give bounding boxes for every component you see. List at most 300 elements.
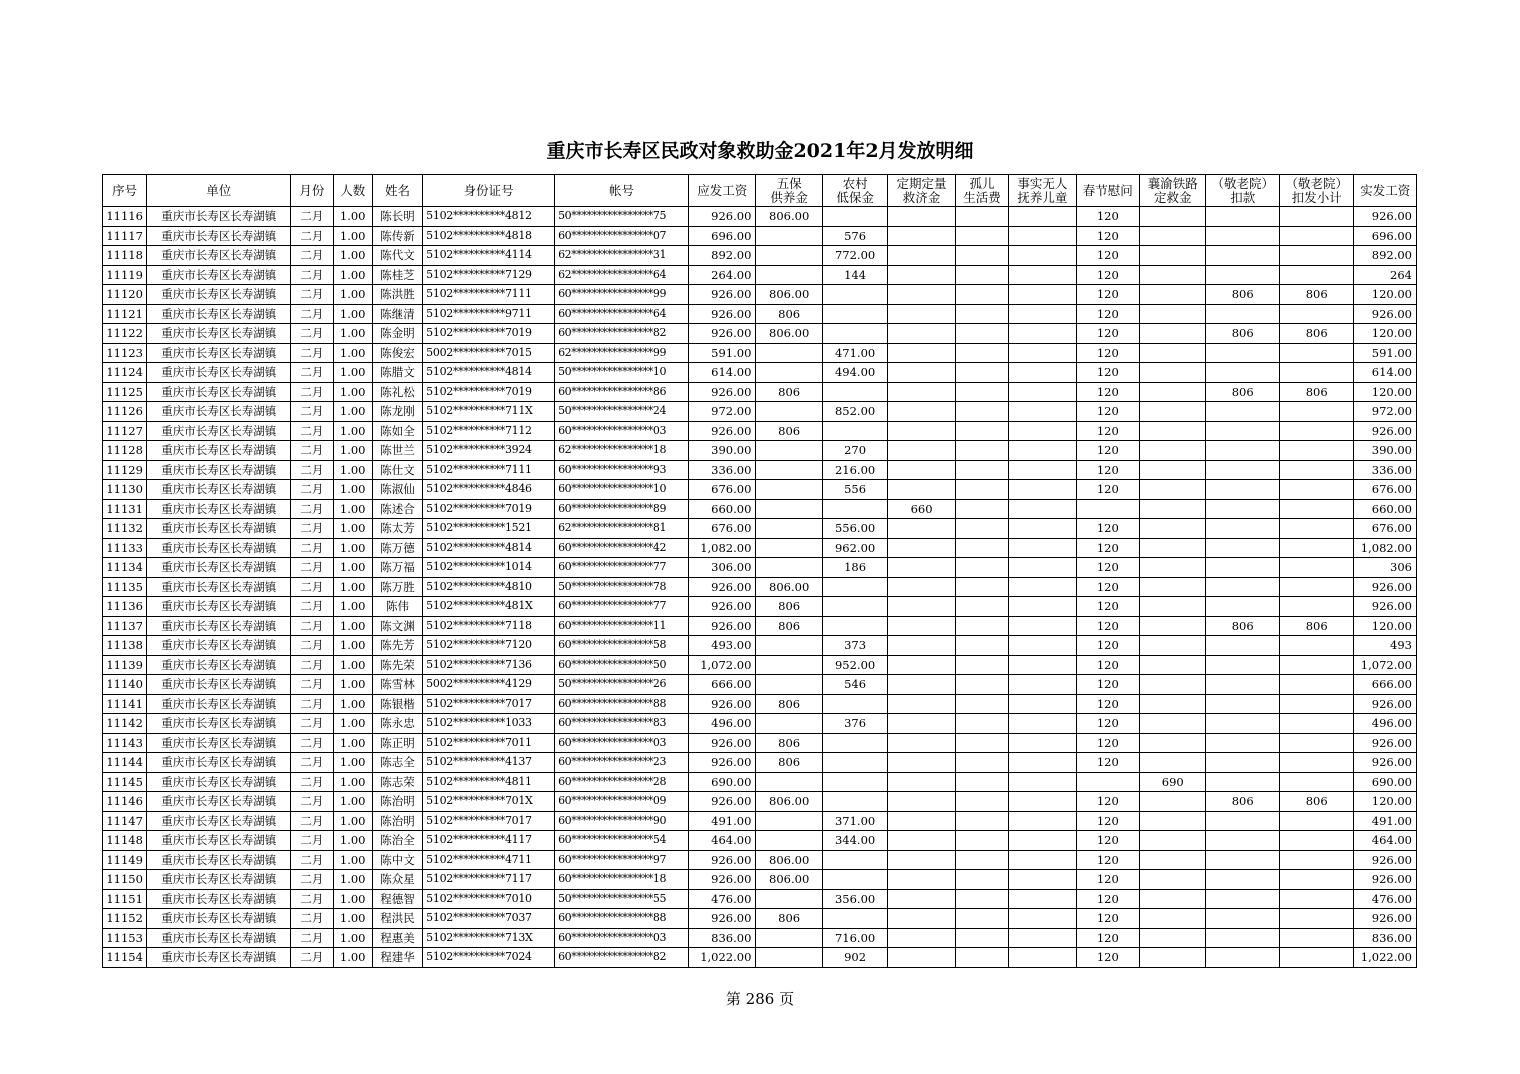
table-cell: 1,022.00 [1354,948,1417,968]
table-cell: 696.00 [688,226,755,246]
table-row [103,343,1417,363]
table-cell: 62****************64 [555,265,689,285]
table-cell [888,616,955,636]
table-row [103,928,1417,948]
table-cell: 926.00 [688,733,755,753]
table-cell: 120 [1076,207,1139,227]
table-cell: 5102**********7019 [423,382,555,402]
table-cell: 926.00 [688,850,755,870]
table-cell: 5102**********7011 [423,733,555,753]
table-cell: 926.00 [688,207,755,227]
table-cell [822,792,887,812]
table-cell: 1.00 [333,324,372,344]
table-cell: 11147 [103,811,147,831]
table-cell: 5102**********1014 [423,558,555,578]
table-cell: 5102**********711X [423,402,555,422]
table-cell [955,753,1008,773]
table-cell [1140,655,1206,675]
table-cell: 陈治明 [372,792,422,812]
table-cell: 二月 [291,421,333,441]
table-cell: 216.00 [822,460,887,480]
table-cell: 120 [1076,402,1139,422]
table-cell [955,772,1008,792]
table-cell [1206,811,1280,831]
table-cell: 676.00 [1354,480,1417,500]
column-header: 实发工资 [1354,175,1417,207]
table-cell: 120.00 [1354,382,1417,402]
table-cell: 926.00 [1354,207,1417,227]
table-cell [888,694,955,714]
column-header: 人数 [333,175,372,207]
table-cell: 11125 [103,382,147,402]
table-cell: 660.00 [1354,499,1417,519]
table-cell [1009,675,1076,695]
table-cell [888,733,955,753]
table-cell: 120 [1076,519,1139,539]
table-cell: 120 [1076,480,1139,500]
table-cell: 491.00 [1354,811,1417,831]
table-cell [1279,499,1354,519]
table-cell [756,811,822,831]
table-cell [1279,714,1354,734]
table-cell [888,870,955,890]
table-cell: 806 [1206,285,1280,305]
table-cell [888,421,955,441]
table-cell: 陈永忠 [372,714,422,734]
table-cell: 11132 [103,519,147,539]
table-cell: 重庆市长寿区长寿湖镇 [147,246,291,266]
table-cell: 952.00 [822,655,887,675]
table-cell: 892.00 [688,246,755,266]
table-cell [1140,850,1206,870]
table-cell: 重庆市长寿区长寿湖镇 [147,675,291,695]
table-cell [756,772,822,792]
table-cell [1206,831,1280,851]
table-cell: 5102**********7017 [423,811,555,831]
table-cell: 11124 [103,363,147,383]
table-cell: 972.00 [688,402,755,422]
table-cell: 陈万德 [372,538,422,558]
table-cell: 陈文渊 [372,616,422,636]
table-cell: 806 [1279,324,1354,344]
table-cell [888,343,955,363]
table-row [103,772,1417,792]
table-cell: 5102**********4711 [423,850,555,870]
table-cell: 11140 [103,675,147,695]
document-title: 重庆市长寿区民政对象救助金2021年2月发放明细 [546,140,974,162]
table-row [103,616,1417,636]
table-cell: 重庆市长寿区长寿湖镇 [147,811,291,831]
table-cell: 806 [1279,792,1354,812]
table-cell: 806 [756,382,822,402]
table-cell [1279,733,1354,753]
table-row [103,694,1417,714]
table-cell: 5102**********3924 [423,441,555,461]
table-cell [888,441,955,461]
table-cell: 程惠美 [372,928,422,948]
table-cell [1279,694,1354,714]
table-cell: 806 [1206,792,1280,812]
table-cell [955,441,1008,461]
table-cell: 11142 [103,714,147,734]
table-cell: 120 [1076,558,1139,578]
table-cell: 306.00 [688,558,755,578]
table-cell [1140,304,1206,324]
table-cell: 926.00 [1354,577,1417,597]
table-cell: 120 [1076,616,1139,636]
table-cell: 重庆市长寿区长寿湖镇 [147,577,291,597]
table-cell: 11138 [103,636,147,656]
table-cell: 1.00 [333,831,372,851]
table-cell: 程洪民 [372,909,422,929]
table-cell [1009,246,1076,266]
table-cell [955,480,1008,500]
table-cell: 926.00 [1354,304,1417,324]
table-cell: 60****************90 [555,811,689,831]
table-cell [955,265,1008,285]
table-cell: 重庆市长寿区长寿湖镇 [147,753,291,773]
table-cell [955,616,1008,636]
table-cell: 806.00 [756,324,822,344]
table-cell [756,246,822,266]
table-cell [955,714,1008,734]
table-cell: 5102**********7019 [423,324,555,344]
table-cell [1009,831,1076,851]
table-cell: 5102**********4846 [423,480,555,500]
table-row [103,480,1417,500]
table-cell: 11137 [103,616,147,636]
table-cell [1279,519,1354,539]
table-cell [1279,246,1354,266]
table-cell: 陈继清 [372,304,422,324]
table-cell: 676.00 [688,480,755,500]
table-cell: 496.00 [688,714,755,734]
table-cell: 重庆市长寿区长寿湖镇 [147,441,291,461]
table-cell: 716.00 [822,928,887,948]
table-cell: 陈桂芝 [372,265,422,285]
table-cell [1279,421,1354,441]
table-cell: 120 [1076,733,1139,753]
table-cell: 120 [1076,714,1139,734]
table-cell [955,636,1008,656]
table-cell: 陈治明 [372,811,422,831]
table-cell [1279,577,1354,597]
table-cell [1009,519,1076,539]
table-cell [888,246,955,266]
table-cell: 重庆市长寿区长寿湖镇 [147,714,291,734]
table-cell: 120 [1076,928,1139,948]
table-cell: 重庆市长寿区长寿湖镇 [147,421,291,441]
table-cell: 重庆市长寿区长寿湖镇 [147,558,291,578]
table-cell: 陈传新 [372,226,422,246]
table-cell [1140,538,1206,558]
table-cell: 926.00 [688,792,755,812]
table-cell: 926.00 [688,870,755,890]
table-cell: 二月 [291,343,333,363]
table-cell: 重庆市长寿区长寿湖镇 [147,382,291,402]
table-cell: 50****************78 [555,577,689,597]
table-cell: 926.00 [688,285,755,305]
table-cell [888,655,955,675]
table-cell: 60****************18 [555,870,689,890]
table-cell: 二月 [291,402,333,422]
table-cell: 962.00 [822,538,887,558]
table-cell [1279,948,1354,968]
table-cell: 60****************82 [555,324,689,344]
table-cell [1279,772,1354,792]
table-cell [955,538,1008,558]
table-cell: 二月 [291,889,333,909]
table-cell: 591.00 [688,343,755,363]
table-cell: 493.00 [688,636,755,656]
table-cell [955,460,1008,480]
table-cell: 60****************97 [555,850,689,870]
table-cell [1009,480,1076,500]
table-cell: 306 [1354,558,1417,578]
table-cell: 344.00 [822,831,887,851]
table-cell [822,577,887,597]
table-cell: 356.00 [822,889,887,909]
table-row [103,870,1417,890]
table-cell: 重庆市长寿区长寿湖镇 [147,655,291,675]
table-cell: 5102**********4810 [423,577,555,597]
table-cell [822,324,887,344]
table-cell: 陈如全 [372,421,422,441]
table-cell: 50****************24 [555,402,689,422]
table-cell: 5102**********7117 [423,870,555,890]
table-cell: 60****************28 [555,772,689,792]
table-cell: 重庆市长寿区长寿湖镇 [147,324,291,344]
table-cell: 二月 [291,675,333,695]
table-cell [888,948,955,968]
table-cell: 60****************77 [555,558,689,578]
table-cell [888,480,955,500]
table-cell: 120 [1076,636,1139,656]
table-cell: 11128 [103,441,147,461]
table-cell: 5102**********7024 [423,948,555,968]
table-cell: 11123 [103,343,147,363]
table-cell [888,928,955,948]
table-cell: 1.00 [333,441,372,461]
table-cell: 重庆市长寿区长寿湖镇 [147,928,291,948]
table-cell: 二月 [291,207,333,227]
table-cell: 11149 [103,850,147,870]
table-cell: 11139 [103,655,147,675]
table-cell: 1,072.00 [688,655,755,675]
table-cell: 62****************31 [555,246,689,266]
table-cell: 926.00 [688,753,755,773]
table-cell: 二月 [291,265,333,285]
table-cell [756,948,822,968]
table-cell: 11152 [103,909,147,929]
table-cell: 5102**********1033 [423,714,555,734]
table-cell: 陈中文 [372,850,422,870]
table-cell: 120 [1076,597,1139,617]
table-cell: 806 [756,753,822,773]
table-cell [822,421,887,441]
table-cell [955,577,1008,597]
table-cell: 1.00 [333,246,372,266]
table-cell: 1.00 [333,499,372,519]
table-cell [1206,265,1280,285]
table-cell: 556 [822,480,887,500]
table-cell: 陈治全 [372,831,422,851]
table-cell: 陈伟 [372,597,422,617]
table-cell: 1.00 [333,285,372,305]
table-cell: 1.00 [333,304,372,324]
table-row [103,441,1417,461]
table-cell: 60****************89 [555,499,689,519]
table-cell: 5102**********713X [423,928,555,948]
table-row [103,733,1417,753]
table-cell: 50****************75 [555,207,689,227]
table-cell [888,792,955,812]
table-cell: 二月 [291,597,333,617]
table-cell: 二月 [291,733,333,753]
table-cell [955,928,1008,948]
table-cell: 11145 [103,772,147,792]
table-cell [1140,694,1206,714]
table-cell: 60****************82 [555,948,689,968]
table-cell: 陈长明 [372,207,422,227]
column-header: 序号 [103,175,147,207]
table-cell: 11133 [103,538,147,558]
table-cell [955,324,1008,344]
table-cell: 5102**********7111 [423,285,555,305]
table-cell: 806 [1279,285,1354,305]
table-cell [1009,753,1076,773]
table-cell: 471.00 [822,343,887,363]
table-cell: 690 [1140,772,1206,792]
table-cell: 二月 [291,714,333,734]
table-cell [1140,285,1206,305]
table-cell: 60****************09 [555,792,689,812]
table-cell [1140,441,1206,461]
table-cell: 1.00 [333,694,372,714]
table-cell [955,889,1008,909]
table-cell: 806 [756,909,822,929]
table-cell: 806 [756,421,822,441]
table-cell: 806.00 [756,285,822,305]
table-cell: 二月 [291,480,333,500]
table-cell: 5102**********4818 [423,226,555,246]
table-cell: 陈众星 [372,870,422,890]
table-cell: 476.00 [688,889,755,909]
table-cell [1140,558,1206,578]
table-cell [1206,909,1280,929]
table-cell [1009,714,1076,734]
table-cell: 1.00 [333,265,372,285]
table-cell [1140,226,1206,246]
table-cell: 11116 [103,207,147,227]
table-cell: 371.00 [822,811,887,831]
table-cell: 556.00 [822,519,887,539]
table-cell [756,675,822,695]
table-cell: 60****************03 [555,928,689,948]
table-cell: 二月 [291,304,333,324]
table-cell: 614.00 [688,363,755,383]
table-cell [1206,480,1280,500]
table-cell [1206,207,1280,227]
table-cell: 120 [1076,850,1139,870]
table-cell: 重庆市长寿区长寿湖镇 [147,909,291,929]
table-cell: 1.00 [333,460,372,480]
table-cell [1279,480,1354,500]
table-cell: 陈淑仙 [372,480,422,500]
table-cell: 926.00 [688,382,755,402]
table-cell: 11127 [103,421,147,441]
table-cell: 5102**********4814 [423,363,555,383]
table-cell [888,714,955,734]
table-cell: 926.00 [688,324,755,344]
table-cell: 5102**********7019 [423,499,555,519]
table-cell: 1.00 [333,675,372,695]
table-cell: 390.00 [1354,441,1417,461]
table-cell [888,538,955,558]
table-cell [1009,558,1076,578]
table-row [103,948,1417,968]
table-cell: 120 [1076,460,1139,480]
table-cell [822,772,887,792]
table-cell [822,850,887,870]
table-cell: 重庆市长寿区长寿湖镇 [147,948,291,968]
table-cell: 120 [1076,246,1139,266]
table-cell [955,207,1008,227]
table-cell [888,675,955,695]
table-cell: 11143 [103,733,147,753]
table-cell: 926.00 [688,577,755,597]
table-cell: 二月 [291,577,333,597]
table-cell: 60****************03 [555,421,689,441]
table-cell: 陈太芳 [372,519,422,539]
table-cell [1140,343,1206,363]
table-cell: 892.00 [1354,246,1417,266]
table-cell: 重庆市长寿区长寿湖镇 [147,831,291,851]
table-cell [1206,753,1280,773]
table-cell [955,694,1008,714]
table-cell [1206,421,1280,441]
table-cell: 390.00 [688,441,755,461]
table-row [103,363,1417,383]
column-header: 襄渝铁路 定救金 [1140,175,1206,207]
table-cell [1140,382,1206,402]
table-cell [756,441,822,461]
table-cell: 二月 [291,538,333,558]
table-cell: 二月 [291,285,333,305]
table-cell: 50****************55 [555,889,689,909]
table-cell [1009,850,1076,870]
table-cell: 1.00 [333,597,372,617]
column-header: 五保 供养金 [756,175,822,207]
table-cell: 11117 [103,226,147,246]
table-cell: 二月 [291,226,333,246]
table-cell: 336.00 [1354,460,1417,480]
table-cell [822,597,887,617]
table-cell [1140,207,1206,227]
table-cell: 11153 [103,928,147,948]
table-cell: 1.00 [333,753,372,773]
table-cell: 5102**********4117 [423,831,555,851]
table-cell [1279,655,1354,675]
table-body [103,207,1417,968]
table-cell: 120 [1076,655,1139,675]
table-cell: 二月 [291,246,333,266]
table-row [103,285,1417,305]
table-cell [1009,421,1076,441]
table-cell [1206,772,1280,792]
table-header [103,175,1417,207]
table-cell [888,772,955,792]
